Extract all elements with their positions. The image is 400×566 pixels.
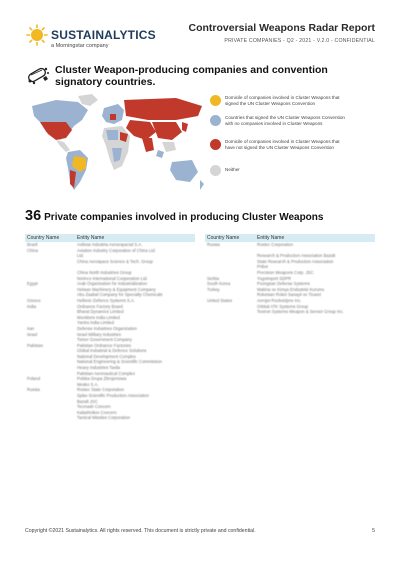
- entity-cell: Ordnance Factory Board: [77, 303, 123, 309]
- entity-cell: Makina ve Kimya Endustrisi Kurumu: [257, 286, 325, 292]
- country-cell: Turkey: [207, 286, 220, 292]
- country-cell: Poland: [27, 376, 41, 382]
- companies-count: 36: [25, 208, 42, 224]
- country-cell: Greece: [27, 297, 41, 303]
- entity-cell: Aviation Industry Corporation of China Ltd.: [77, 247, 156, 253]
- entity-cell: Bazalt JSC: [77, 398, 98, 404]
- entity-cell: National Engineering & Scientific Commission: [77, 359, 162, 365]
- entity-cell: Pribor: [257, 264, 269, 270]
- report-title: Controversial Weapons Radar Report: [188, 22, 375, 34]
- legend-label: Neither: [225, 167, 240, 172]
- entity-cell: Textron Systems Weapon & Sensor Group Inc.: [257, 309, 344, 315]
- legend-dot-icon: [210, 115, 221, 126]
- legend-dot-icon: [210, 139, 221, 150]
- country-cell: Russia: [207, 242, 220, 247]
- legend-dot-icon: [210, 95, 221, 106]
- entity-cell: Roketsan Roket Sanayii ve Ticaret: [257, 292, 322, 298]
- legend-label: Countries that signed the UN Cluster Weapons Convention with no companies involved in Cluster Weapons: [225, 115, 345, 126]
- table-header: [25, 234, 195, 242]
- legend-dot-icon: [210, 165, 221, 176]
- entity-cell: Norinco International Cooperation Ltd.: [77, 275, 148, 281]
- col-country-header: Country Name: [27, 235, 60, 241]
- entity-cell: Rostec Corporation: [257, 242, 294, 247]
- country-cell: Iran: [27, 325, 35, 331]
- companies-count-title: [25, 207, 323, 225]
- entity-cell: Pakistan Aeronautical Complex: [77, 370, 135, 376]
- footer-copyright: Copyright ©2021 Sustainalytics. All rights reserved. This document is strictly private and confidential.: [25, 528, 256, 534]
- entity-cell: Abu Zaabal Company for Specialty Chemicals: [77, 292, 163, 298]
- col-entity-header: Entity Name: [77, 235, 105, 241]
- country-cell: South Korea: [207, 281, 231, 287]
- entity-cell: Poongsan Defense Systems: [257, 281, 310, 287]
- entity-cell: China North Industries Group: [77, 269, 132, 275]
- entity-cell: Bharat Dynamics Limited: [77, 309, 124, 315]
- world-map: [26, 92, 208, 200]
- entity-cell: Hellenic Defence Systems S.A.: [77, 297, 135, 303]
- entity-cell: Kalashnikov Concern: [77, 409, 117, 415]
- entity-cell: Yantra India Limited: [77, 320, 114, 326]
- companies-table-left: [25, 234, 195, 421]
- legend-label: Domicile of companies involved in Cluster Weapons that have not signed the UN Cluster Weapons Convention: [225, 139, 340, 150]
- country-cell: Serbia: [207, 275, 220, 281]
- entity-cell: Ltd.: [77, 253, 84, 259]
- sun-icon: [26, 24, 48, 46]
- entity-cell: Yugoimport SDPR: [257, 275, 291, 281]
- entity-cell: Global Industrial & Defence Solutions: [77, 348, 147, 354]
- brand-subtitle: a Morningstar company: [51, 43, 109, 49]
- entity-cell: State Research & Production Association: [257, 258, 334, 264]
- entity-cell: Avibras Industria Aeroespacial S.A.: [77, 242, 143, 247]
- entity-cell: Orbital ATK Systems Group: [257, 303, 309, 309]
- table-row: [25, 415, 195, 421]
- entity-cell: Splav Scientific Production Association: [77, 393, 149, 399]
- entity-cell: Aerojet Rocketdyne Inc.: [257, 297, 302, 303]
- entity-cell: Rostec State Corporation: [77, 387, 125, 393]
- country-cell: Egypt: [27, 281, 38, 287]
- entity-cell: Heavy Industries Taxila: [77, 365, 120, 371]
- country-cell: Pakistan: [27, 342, 44, 348]
- col-entity-header: Entity Name: [257, 235, 285, 241]
- entity-cell: Defense Industries Organization: [77, 325, 137, 331]
- entity-cell: Polska Grupa Zbrojeniowa: [77, 376, 127, 382]
- country-cell: China: [27, 247, 38, 253]
- entity-cell: National Development Complex: [77, 353, 136, 359]
- sustainalytics-logo: [26, 24, 166, 52]
- entity-cell: Arab Organization for Industrialization: [77, 281, 148, 287]
- entity-cell: Tecmash Concern: [77, 404, 111, 410]
- country-cell: United States: [207, 297, 233, 303]
- brand-name: SUSTAINALYTICS: [51, 28, 156, 42]
- companies-table-right: [205, 234, 375, 315]
- page-number: 5: [372, 528, 375, 534]
- entity-cell: Tomer Government Company: [77, 337, 132, 343]
- companies-count-label: Private companies involved in producing Cluster Weapons: [44, 212, 324, 223]
- country-cell: Russia: [27, 387, 40, 393]
- entity-cell: Helwan Machinery & Equipment Company: [77, 286, 156, 292]
- entity-cell: Munitions India Limited: [77, 314, 120, 320]
- entity-cell: Research & Production Association Bazalt: [257, 253, 336, 259]
- entity-cell: Pakistan Ordnance Factories: [77, 342, 131, 348]
- table-header: [205, 234, 375, 242]
- entity-cell: Israel Military Industries: [77, 331, 121, 337]
- table-row: [205, 309, 375, 315]
- entity-cell: Tactical Missiles Corporation: [77, 415, 131, 421]
- map-section-title: Cluster Weapon-producing companies and convention signatory countries.: [55, 64, 328, 88]
- col-country-header: Country Name: [207, 235, 240, 241]
- country-cell: India: [27, 303, 37, 309]
- country-cell: Israel: [27, 331, 38, 337]
- country-cell: Brazil: [27, 242, 38, 247]
- entity-cell: China Aerospace Science & Tech. Group: [77, 258, 153, 264]
- legend-label: Domicile of companies involved in Cluster Weapons that signed the UN Cluster Weapons Convention: [225, 95, 340, 106]
- entity-cell: Mesko S.A.: [77, 381, 99, 387]
- report-subtitle: PRIVATE COMPANIES - Q2 - 2021 - V.2.0 - CONFIDENTIAL: [224, 38, 375, 44]
- entity-cell: Precision Weapons Corp. JSC: [257, 269, 314, 275]
- cluster-bomb-icon: [25, 64, 51, 86]
